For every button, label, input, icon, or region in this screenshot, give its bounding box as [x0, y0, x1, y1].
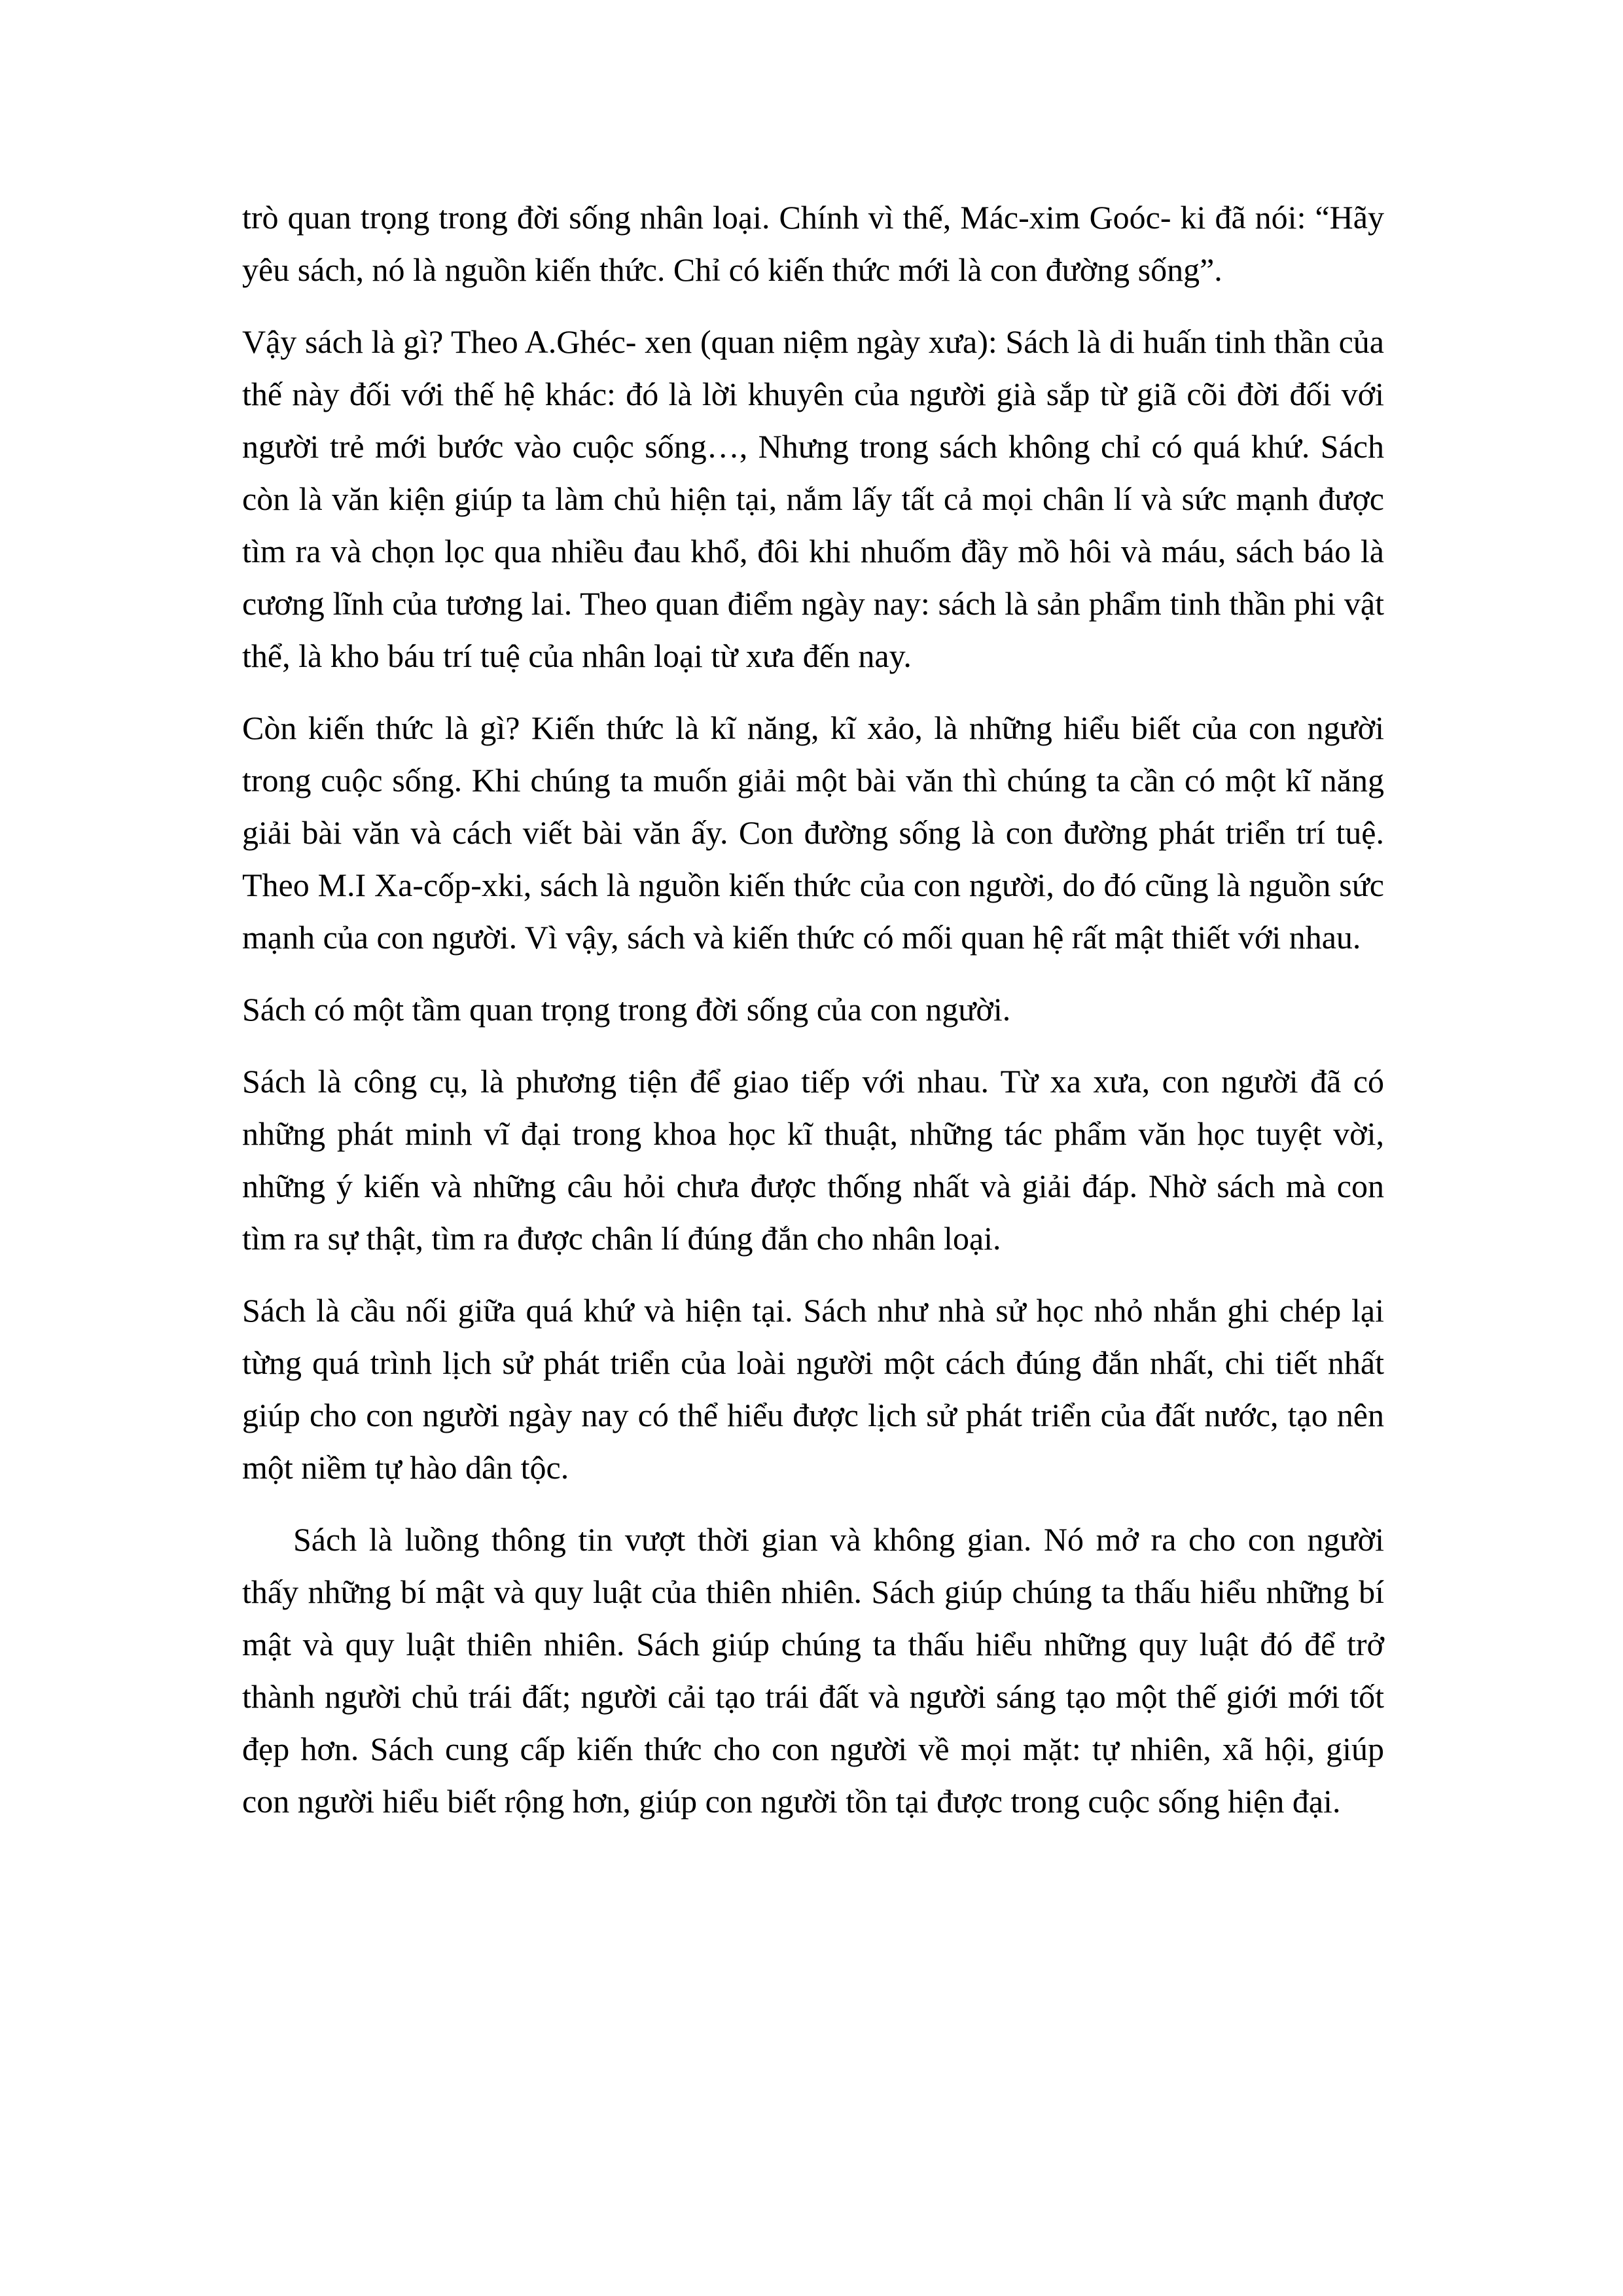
paragraph-3: Còn kiến thức là gì? Kiến thức là kĩ năng, kĩ xảo, là những hiểu biết của con người trong cuộc sống. Khi chúng ta muốn giải một bài văn thì chúng ta cần có một kĩ năng giải bài văn và cách viết bài văn ấy. Con đường sống là con đường phát triển trí tuệ. Theo M.I Xa-cốp-xki, sách là nguồn kiến thức của con người, do đó cũng là nguồn sức mạnh của con người. Vì vậy, sách và kiến thức có mối quan hệ rất mật thiết với nhau. — [242, 709, 1384, 956]
paragraph-2: Vậy sách là gì? Theo A.Ghéc- xen (quan niệm ngày xưa): Sách là di huấn tinh thần của thế này đối với thế hệ khác: đó là lời khuyên của người già sắp từ giã cõi đời đối với người trẻ mới bước vào cuộc sống…, Nhưng trong sách không chỉ có quá khứ. Sách còn là văn kiện giúp ta làm chủ hiện tại, nắm lấy tất cả mọi chân lí và sức mạnh được tìm ra và chọn lọc qua nhiều đau khổ, đôi khi nhuốm đầy mồ hôi và máu, sách báo là cương lĩnh của tương lai. Theo quan điểm ngày nay: sách là sản phẩm tinh thần phi vật thể, là kho báu trí tuệ của nhân loại từ xưa đến nay. — [242, 323, 1384, 674]
paragraph-1: trò quan trọng trong đời sống nhân loại. Chính vì thế, Mác-xim Goóc- ki đã nói: “Hãy yêu sách, nó là nguồn kiến thức. Chỉ có kiến thức mới là con đường sống”. — [242, 199, 1384, 288]
body-text — [242, 191, 1384, 1847]
paragraph-6: Sách là cầu nối giữa quá khứ và hiện tại. Sách như nhà sử học nhỏ nhắn ghi chép lại từng quá trình lịch sử phát triển của loài người một cách đúng đắn nhất, chi tiết nhất giúp cho con người ngày nay có thể hiểu được lịch sử phát triển của đất nước, tạo nên một niềm tự hào dân tộc. — [242, 1292, 1384, 1486]
paragraph-4: Sách có một tầm quan trọng trong đời sống của con người. — [242, 991, 1011, 1028]
paragraph-5: Sách là công cụ, là phương tiện để giao tiếp với nhau. Từ xa xưa, con người đã có những phát minh vĩ đại trong khoa học kĩ thuật, những tác phẩm văn học tuyệt vời, những ý kiến và những câu hỏi chưa được thống nhất và giải đáp. Nhờ sách mà con tìm ra sự thật, tìm ra được chân lí đúng đắn cho nhân loại. — [242, 1063, 1384, 1257]
paragraph-7: Sách là luồng thông tin vượt thời gian và không gian. Nó mở ra cho con người thấy những bí mật và quy luật của thiên nhiên. Sách giúp chúng ta thấu hiểu những bí mật và quy luật thiên nhiên. Sách giúp chúng ta thấu hiểu những quy luật đó để trở thành người chủ trái đất; người cải tạo trái đất và người sáng tạo một thế giới mới tốt đẹp hơn. Sách cung cấp kiến thức cho con người về mọi mặt: tự nhiên, xã hội, giúp con người hiểu biết rộng hơn, giúp con người tồn tại được trong cuộc sống hiện đại. — [242, 1521, 1384, 1820]
